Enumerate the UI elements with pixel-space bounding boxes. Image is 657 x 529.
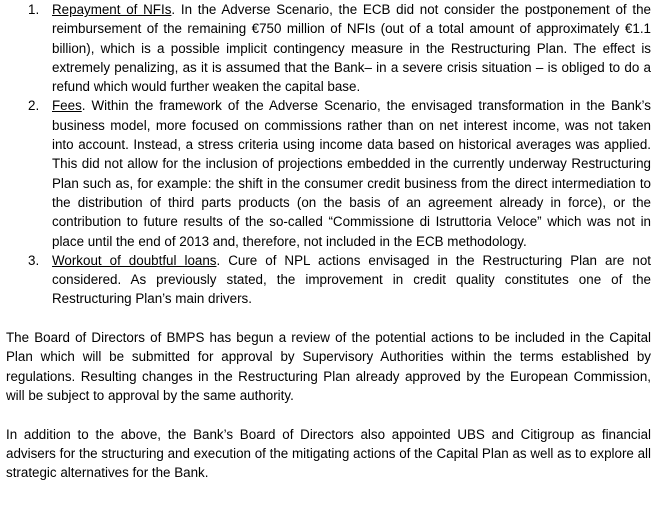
list-item-title: Repayment of NFIs — [52, 2, 172, 17]
list-item-text: . Cure of NPL actions envisaged in the Restructuring Plan are not considered. As previously stated, the improvement in credit quality constitutes one of the Restructuring Plan’s main drivers. — [52, 252, 651, 307]
paragraph-spacer — [6, 309, 651, 328]
list-item-repayment-of-nfis — [6, 0, 651, 96]
list-item-text: . Within the framework of the Adverse Scenario, the envisaged transformation in the Bank’s business model, more focused on commissions rather than on net interest income, was not taken into account. Instead, a stress criteria using income data based on historical averages was applied. This did not allow for the inclusion of projections embedded in the currently underway Restructuring Plan such as, for example: the shift in the consumer credit business from the direct intermediation to the distribution of third parts products (on the basis of an agreement already in force), or the contribution to future results of the so-called “Commissione di Istruttoria Veloce” which was not in place until the end of 2013 and, therefore, not included in the ECB methodology. — [52, 98, 651, 249]
paragraph-spacer — [6, 405, 651, 424]
list-item-fees — [6, 96, 651, 250]
numbered-list — [6, 0, 651, 309]
list-item-title: Workout of doubtful loans — [52, 252, 217, 268]
list-item-text: . In the Adverse Scenario, the ECB did not consider the postponement of the reimbursement of the remaining €750 million of NFIs (out of a total amount of approximately €1.1 billion), which is a possible implicit contingency measure in the Restructuring Plan. The effect is extremely penalizing, as it is assumed that the Bank– in a severe crisis situation – is obliged to do a refund which would further weaken the capital base. — [52, 2, 651, 95]
list-item-title: Fees — [52, 98, 82, 114]
list-item-number: 1. — [28, 2, 40, 17]
paragraph-board-review: The Board of Directors of BMPS has begun a review of the potential actions to be included in the Capital Plan which will be submitted for approval by Supervisory Authorities within the terms established by regulations. Resulting changes in the Restructuring Plan already approved by the European Commission, will be subject to approval by the same authority. — [6, 330, 651, 403]
document-body — [6, 0, 651, 482]
list-item-number: 3. — [28, 252, 40, 268]
list-item-workout-of-doubtful-loans — [6, 251, 651, 309]
list-item-number: 2. — [28, 98, 40, 114]
paragraph-financial-advisers: In addition to the above, the Bank’s Board of Directors also appointed UBS and Citigroup as financial advisers for the structuring and execution of the mitigating actions of the Capital Plan as well as to explore all strategic alternatives for the Bank. — [6, 426, 651, 481]
